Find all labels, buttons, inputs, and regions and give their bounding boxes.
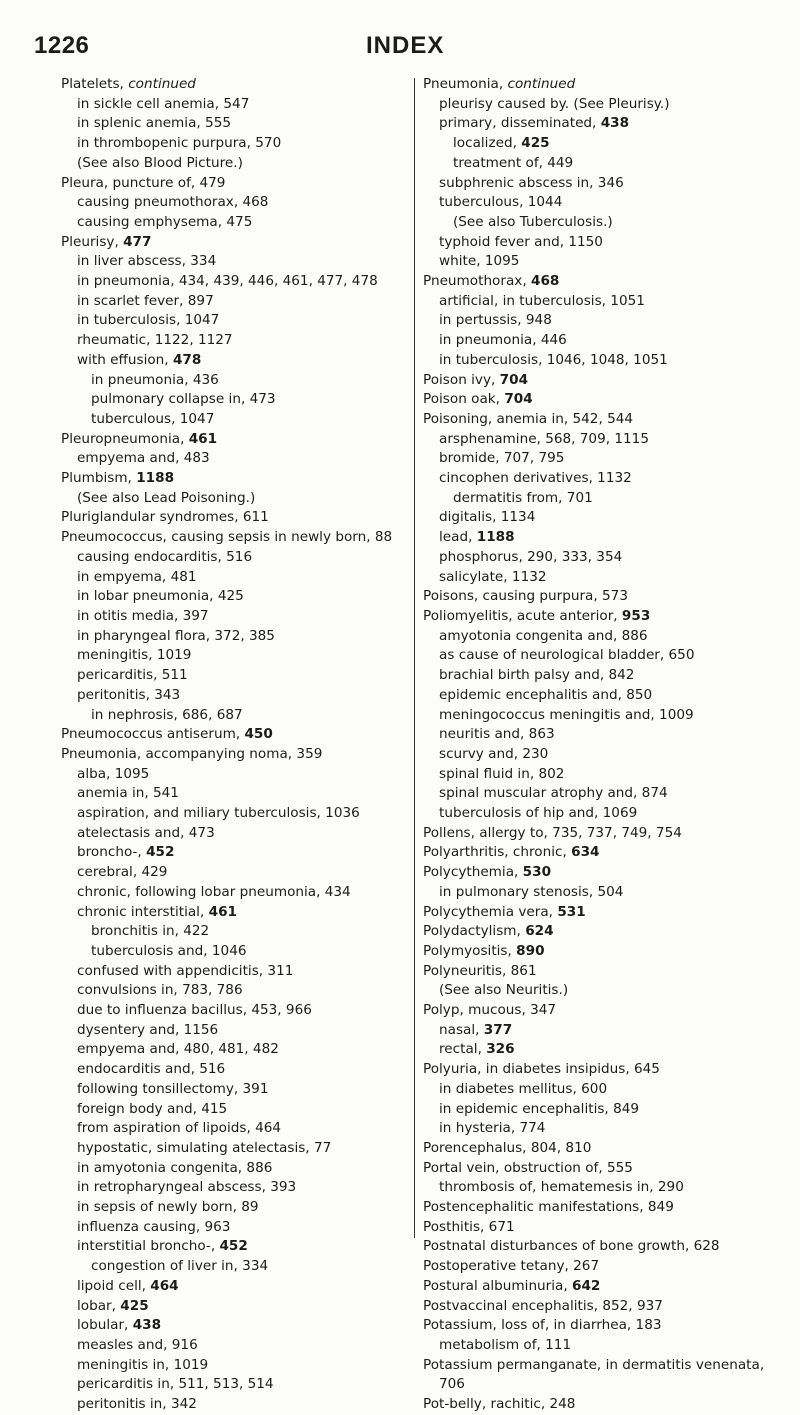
index-entry: [61, 390, 409, 410]
index-entry-text: white, 1095: [439, 253, 520, 270]
index-entry-text: atelectasis and, 473: [77, 824, 215, 841]
index-entry-text: Pleurisy, 477: [61, 233, 152, 250]
index-entry: [423, 784, 783, 804]
index-entry: [423, 1021, 783, 1041]
index-entry-text: hypostatic, simulating atelectasis, 77: [77, 1139, 332, 1156]
index-entry: [423, 981, 783, 1001]
index-entry: [423, 1100, 783, 1120]
index-entry: [61, 1316, 409, 1336]
index-entry-text: foreign body and, 415: [77, 1100, 228, 1117]
index-entry: [423, 1198, 783, 1218]
index-entry: [61, 213, 409, 233]
index-entry-text: localized, 425: [453, 135, 550, 152]
index-entry-text: peritonitis in, 342: [77, 1396, 197, 1413]
index-entry-text: Potassium permanganate, in dermatitis venenata,: [423, 1356, 765, 1373]
index-entry: [61, 174, 409, 194]
index-entry-text: causing emphysema, 475: [77, 213, 253, 230]
index-entry-text: meningitis, 1019: [77, 647, 192, 664]
index-entry-text: tuberculous, 1047: [91, 410, 215, 427]
index-entry-text: peritonitis, 343: [77, 686, 181, 703]
index-entry-text: Poisoning, anemia in, 542, 544: [423, 410, 634, 427]
index-entry: [61, 272, 409, 292]
index-entry: [423, 942, 783, 962]
index-entry-text: Posthitis, 671: [423, 1218, 515, 1235]
index-entry-text: in liver abscess, 334: [77, 253, 217, 270]
index-entry: [61, 1375, 409, 1395]
index-entry: [61, 1001, 409, 1021]
index-entry-text: Polyarthritis, chronic, 634: [423, 844, 600, 861]
index-entry-text: Polymyositis, 890: [423, 942, 545, 959]
index-entry-text: Poliomyelitis, acute anterior, 953: [423, 607, 651, 624]
index-entry-text: Polyneuritis, 861: [423, 962, 537, 979]
index-entry-text: dermatitis from, 701: [453, 489, 593, 506]
index-entry-text: pleurisy caused by. (See Pleurisy.): [439, 95, 670, 112]
index-entry: [423, 272, 783, 292]
index-entry: [423, 371, 783, 391]
index-entry: [61, 1178, 409, 1198]
index-entry-text: in pertussis, 948: [439, 312, 552, 329]
index-entry: [61, 1237, 409, 1257]
index-entry-text: in pneumonia, 434, 439, 446, 461, 477, 478: [77, 273, 378, 290]
index-entry-text: in scarlet fever, 897: [77, 292, 214, 309]
index-entry-text: Pollens, allergy to, 735, 737, 749, 754: [423, 824, 682, 841]
index-entry: [61, 1100, 409, 1120]
index-entry-text: measles and, 916: [77, 1337, 198, 1353]
index-entry: [423, 252, 783, 272]
index-entry-text: rheumatic, 1122, 1127: [77, 332, 233, 349]
index-entry: [61, 666, 409, 686]
index-entry-text: (See also Tuberculosis.): [453, 213, 613, 230]
index-entry-text: thrombosis of, hematemesis in, 290: [439, 1179, 684, 1196]
index-entry: [423, 1356, 783, 1376]
index-entry-text: 706: [439, 1376, 465, 1393]
index-entry: [61, 1395, 409, 1415]
index-entry: [423, 824, 783, 844]
index-entry-text: tuberculosis of hip and, 1069: [439, 805, 638, 822]
index-entry: [61, 981, 409, 1001]
index-entry: [423, 430, 783, 450]
index-entry: [423, 154, 783, 174]
index-entry: [423, 1237, 783, 1257]
index-entry-text: confused with appendicitis, 311: [77, 962, 294, 979]
index-entry: [423, 213, 783, 233]
index-entry-text: rectal, 326: [439, 1041, 515, 1058]
index-entry: [61, 863, 409, 883]
index-entry: [61, 331, 409, 351]
index-entry-text: convulsions in, 783, 786: [77, 982, 243, 999]
index-entry: [61, 1277, 409, 1297]
index-entry-text: Postvaccinal encephalitis, 852, 937: [423, 1297, 663, 1314]
index-entry: [61, 1218, 409, 1238]
index-entry: [423, 174, 783, 194]
index-entry: [61, 410, 409, 430]
index-entry-text: Pneumonia,: [423, 76, 508, 92]
index-entry: [61, 587, 409, 607]
index-entry-text: bromide, 707, 795: [439, 450, 565, 467]
index-entry-text: Pneumococcus, causing sepsis in newly born, 88: [61, 529, 393, 546]
index-entry: [61, 95, 409, 115]
index-entry: [61, 1159, 409, 1179]
index-entry-text: Polycythemia, 530: [423, 864, 552, 881]
index-entry-text: brachial birth palsy and, 842: [439, 667, 635, 684]
index-entry-text: lipoid cell, 464: [77, 1277, 179, 1294]
index-entry: [61, 883, 409, 903]
index-entry-text: in retropharyngeal abscess, 393: [77, 1179, 297, 1196]
index-entry: [423, 883, 783, 903]
index-entry: [423, 528, 783, 548]
index-entry: [423, 292, 783, 312]
index-entry: [423, 449, 783, 469]
index-entry-text: in pneumonia, 446: [439, 332, 567, 349]
index-entry-text: Pluriglandular syndromes, 611: [61, 509, 269, 526]
index-entry: [423, 548, 783, 568]
index-entry-text: Pneumothorax, 468: [423, 273, 560, 290]
index-entry-text: Portal vein, obstruction of, 555: [423, 1159, 633, 1176]
index-entry: [61, 962, 409, 982]
index-entry: [423, 134, 783, 154]
index-entry: [423, 469, 783, 489]
index-entry-text: primary, disseminated, 438: [439, 115, 630, 132]
index-entry-text: cincophen derivatives, 1132: [439, 470, 632, 487]
index-entry-text: neuritis and, 863: [439, 726, 555, 743]
index-entry: [61, 1336, 409, 1356]
index-entry-text: in pharyngeal flora, 372, 385: [77, 627, 275, 644]
index-entry: [61, 1297, 409, 1317]
index-entry-text: (See also Blood Picture.): [77, 154, 243, 171]
index-entry-text: in diabetes mellitus, 600: [439, 1080, 608, 1097]
index-entry: [423, 1080, 783, 1100]
index-entry: [61, 252, 409, 272]
index-entry: [61, 765, 409, 785]
index-entry: [61, 449, 409, 469]
index-entry-text: influenza causing, 963: [77, 1218, 231, 1235]
index-entry: [423, 351, 783, 371]
index-entry-text: Postnatal disturbances of bone growth, 628: [423, 1238, 720, 1255]
index-entry-text: in nephrosis, 686, 687: [91, 706, 243, 723]
index-entry-text: digitalis, 1134: [439, 509, 536, 526]
index-entry: [423, 1119, 783, 1139]
index-entry-text: metabolism of, 111: [439, 1337, 572, 1353]
index-entry: [423, 745, 783, 765]
index-entry-text: dysentery and, 1156: [77, 1021, 219, 1038]
index-entry: [61, 1040, 409, 1060]
index-entry: [423, 331, 783, 351]
index-entry-text: in sickle cell anemia, 547: [77, 95, 250, 112]
index-entry: [423, 843, 783, 863]
index-entry: [423, 1159, 783, 1179]
index-entry-text: empyema and, 483: [77, 450, 210, 467]
index-entry-text: pulmonary collapse in, 473: [91, 391, 276, 408]
index-entry: [61, 1257, 409, 1277]
index-entry: [423, 686, 783, 706]
index-entry-text: phosphorus, 290, 333, 354: [439, 548, 623, 565]
index-entry: [61, 843, 409, 863]
index-entry-text: Polyuria, in diabetes insipidus, 645: [423, 1061, 660, 1078]
index-entry-text: cerebral, 429: [77, 864, 168, 881]
index-entry-text: in sepsis of newly born, 89: [77, 1199, 259, 1216]
index-entry-text: Pleura, puncture of, 479: [61, 174, 226, 191]
index-entry: [423, 666, 783, 686]
index-entry: [423, 75, 783, 95]
index-entry-text: aspiration, and miliary tuberculosis, 1036: [77, 805, 360, 822]
index-entry-text: in empyema, 481: [77, 568, 197, 585]
index-entry: [61, 922, 409, 942]
index-entry-text: chronic, following lobar pneumonia, 434: [77, 883, 351, 900]
index-entry-text: tuberculous, 1044: [439, 194, 563, 211]
index-entry-text: meningococcus meningitis and, 1009: [439, 706, 694, 723]
index-entry: [61, 548, 409, 568]
index-entry-text: meningitis in, 1019: [77, 1356, 209, 1373]
index-entry: [423, 489, 783, 509]
index-entry-text: spinal fluid in, 802: [439, 765, 565, 782]
index-entry-text: (See also Neuritis.): [439, 982, 569, 999]
index-entry: [423, 765, 783, 785]
index-entry-text: bronchitis in, 422: [91, 923, 210, 940]
index-entry-text: in tuberculosis, 1047: [77, 312, 220, 329]
index-entry-text: Polydactylism, 624: [423, 923, 554, 940]
index-entry: [423, 1257, 783, 1277]
index-entry-text: in tuberculosis, 1046, 1048, 1051: [439, 351, 668, 368]
index-entry: [61, 430, 409, 450]
index-entry: [423, 1001, 783, 1021]
index-entry-text: Polycythemia vera, 531: [423, 903, 586, 920]
index-entry: [423, 1218, 783, 1238]
index-entry-text: Pot-belly, rachitic, 248: [423, 1396, 576, 1413]
index-entry-text: empyema and, 480, 481, 482: [77, 1041, 279, 1058]
index-entry: [423, 390, 783, 410]
index-entry: [423, 646, 783, 666]
index-entry-text: lead, 1188: [439, 529, 515, 546]
index-entry: [61, 233, 409, 253]
index-entry-text: amyotonia congenita and, 886: [439, 627, 648, 644]
index-entry: [61, 627, 409, 647]
index-entry-text: in pneumonia, 436: [91, 371, 219, 388]
index-entry: [423, 863, 783, 883]
index-entry-text: from aspiration of lipoids, 464: [77, 1120, 282, 1137]
continued-label: continued: [128, 76, 196, 92]
index-column-left: [61, 75, 409, 1415]
index-entry: [61, 292, 409, 312]
index-entry-text: due to influenza bacillus, 453, 966: [77, 1002, 312, 1019]
index-entry-text: pericarditis in, 511, 513, 514: [77, 1376, 274, 1393]
index-entry: [61, 489, 409, 509]
index-entry-text: Polyp, mucous, 347: [423, 1002, 557, 1019]
continued-label: continued: [507, 76, 576, 92]
index-entry: [423, 1139, 783, 1159]
index-entry-text: subphrenic abscess in, 346: [439, 174, 624, 191]
index-entry: [61, 784, 409, 804]
index-entry-text: in pulmonary stenosis, 504: [439, 883, 624, 900]
index-entry: [61, 1356, 409, 1376]
index-entry: [61, 903, 409, 923]
index-entry: [61, 1080, 409, 1100]
index-entry-text: in lobar pneumonia, 425: [77, 588, 244, 605]
index-entry: [423, 114, 783, 134]
index-entry-text: Pleuropneumonia, 461: [61, 430, 218, 447]
index-entry-text: in hysteria, 774: [439, 1120, 546, 1137]
index-entry-text: epidemic encephalitis and, 850: [439, 686, 653, 703]
index-entry: [423, 804, 783, 824]
index-entry: [423, 587, 783, 607]
index-entry-text: Postural albuminuria, 642: [423, 1277, 601, 1294]
index-entry-text: anemia in, 541: [77, 785, 179, 802]
index-entry: [61, 568, 409, 588]
index-entry: [61, 1139, 409, 1159]
index-entry-text: (See also Lead Poisoning.): [77, 489, 256, 506]
index-entry-text: in thrombopenic purpura, 570: [77, 135, 282, 152]
index-entry: [61, 371, 409, 391]
index-entry: [61, 114, 409, 134]
index-entry: [61, 706, 409, 726]
index-entry: [61, 75, 409, 95]
index-entry: [61, 1060, 409, 1080]
index-entry-text: Pneumonia, accompanying noma, 359: [61, 745, 323, 762]
index-entry: [423, 1316, 783, 1336]
index-entry-text: Porencephalus, 804, 810: [423, 1139, 592, 1156]
index-entry: [423, 1060, 783, 1080]
index-entry-text: chronic interstitial, 461: [77, 903, 237, 920]
index-entry-text: Postoperative tetany, 267: [423, 1258, 600, 1275]
index-entry-text: Plumbism, 1188: [61, 470, 175, 487]
index-entry-text: pericarditis, 511: [77, 667, 188, 684]
index-entry: [423, 1395, 783, 1415]
index-entry: [423, 607, 783, 627]
index-entry-text: in amyotonia congenita, 886: [77, 1159, 273, 1176]
index-entry-text: in epidemic encephalitis, 849: [439, 1100, 640, 1117]
index-entry: [61, 1119, 409, 1139]
index-entry-text: broncho-, 452: [77, 844, 175, 861]
index-entry-text: scurvy and, 230: [439, 745, 549, 762]
index-entry-text: with effusion, 478: [77, 351, 202, 368]
index-entry-text: arsphenamine, 568, 709, 1115: [439, 430, 649, 447]
index-entry: [61, 942, 409, 962]
index-entry: [61, 725, 409, 745]
running-head: INDEX: [366, 32, 445, 59]
index-entry: [61, 646, 409, 666]
index-entry-text: nasal, 377: [439, 1021, 513, 1038]
index-entry: [423, 233, 783, 253]
index-entry: [61, 1198, 409, 1218]
index-column-right: [423, 75, 783, 1415]
index-entry: [423, 1336, 783, 1356]
index-entry-text: Potassium, loss of, in diarrhea, 183: [423, 1317, 662, 1334]
index-entry-text: salicylate, 1132: [439, 568, 547, 585]
index-entry-text: lobular, 438: [77, 1317, 162, 1334]
index-entry: [423, 410, 783, 430]
index-entry: [61, 508, 409, 528]
index-entry: [61, 469, 409, 489]
column-divider: [414, 78, 415, 1238]
index-entry-text: Poison oak, 704: [423, 391, 533, 408]
index-entry: [423, 1277, 783, 1297]
index-entry: [61, 824, 409, 844]
page-number: 1226: [34, 32, 90, 59]
index-entry-text: interstitial broncho-, 452: [77, 1238, 248, 1255]
index-entry: [423, 1297, 783, 1317]
index-entry-text: congestion of liver in, 334: [91, 1258, 269, 1275]
index-entry: [423, 1178, 783, 1198]
index-entry-text: Platelets,: [61, 76, 129, 92]
page-header: [0, 10, 800, 60]
index-entry: [423, 95, 783, 115]
index-entry-text: spinal muscular atrophy and, 874: [439, 785, 668, 802]
index-entry: [423, 922, 783, 942]
index-entry: [423, 1375, 783, 1395]
index-entry: [61, 804, 409, 824]
index-entry: [423, 311, 783, 331]
index-entry: [61, 1021, 409, 1041]
index-entry: [423, 706, 783, 726]
index-entry-text: as cause of neurological bladder, 650: [439, 647, 695, 664]
index-entry-text: Pneumococcus antiserum, 450: [61, 726, 273, 743]
index-entry: [423, 508, 783, 528]
index-entry: [423, 568, 783, 588]
index-entry-text: causing endocarditis, 516: [77, 548, 253, 565]
index-entry-text: following tonsillectomy, 391: [77, 1080, 269, 1097]
index-entry: [61, 193, 409, 213]
index-entry: [423, 1040, 783, 1060]
index-entry: [61, 311, 409, 331]
index-entry: [61, 351, 409, 371]
index-entry: [423, 627, 783, 647]
index-entry-text: in splenic anemia, 555: [77, 115, 231, 132]
index-entry-text: tuberculosis and, 1046: [91, 942, 247, 959]
index-entry: [61, 686, 409, 706]
index-entry-text: typhoid fever and, 1150: [439, 233, 603, 250]
index-entry-text: in otitis media, 397: [77, 607, 209, 624]
index-entry: [423, 725, 783, 745]
index-entry-text: Postencephalitic manifestations, 849: [423, 1199, 674, 1216]
index-entry-text: lobar, 425: [77, 1297, 149, 1314]
index-entry: [61, 745, 409, 765]
index-entry-text: alba, 1095: [77, 765, 150, 782]
index-entry-text: Poisons, causing purpura, 573: [423, 588, 628, 605]
index-entry: [423, 193, 783, 213]
index-entry-text: endocarditis and, 516: [77, 1061, 226, 1078]
index-entry: [423, 962, 783, 982]
index-entry: [61, 154, 409, 174]
index-entry: [61, 528, 409, 548]
index-entry: [61, 607, 409, 627]
index-entry-text: treatment of, 449: [453, 154, 574, 171]
index-entry-text: causing pneumothorax, 468: [77, 194, 269, 211]
index-entry: [61, 134, 409, 154]
index-entry-text: Poison ivy, 704: [423, 371, 529, 388]
index-entry: [423, 903, 783, 923]
index-entry-text: artificial, in tuberculosis, 1051: [439, 292, 645, 309]
